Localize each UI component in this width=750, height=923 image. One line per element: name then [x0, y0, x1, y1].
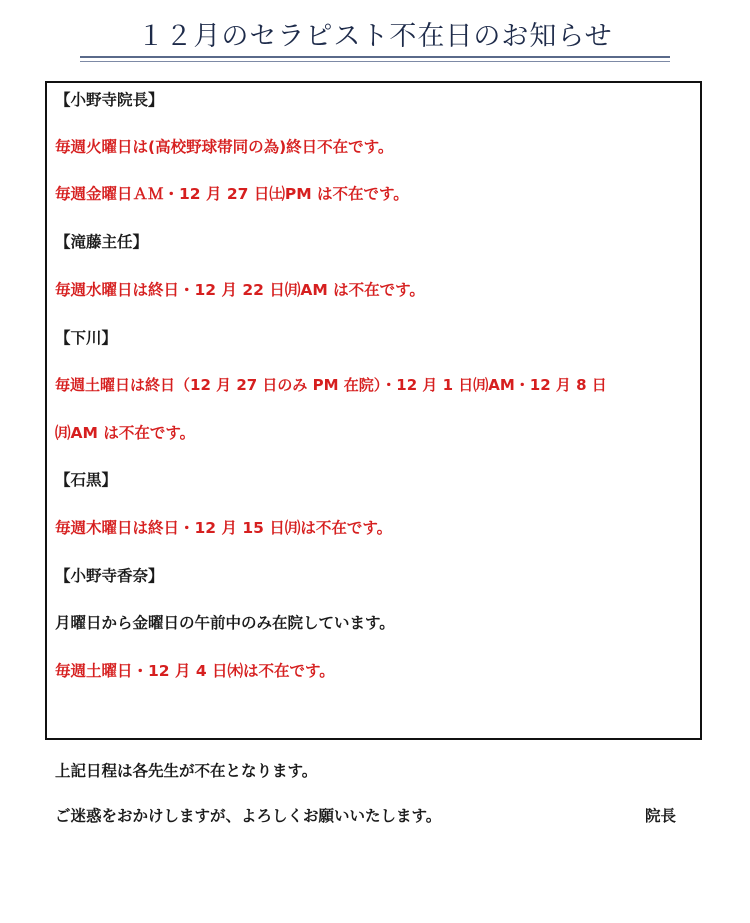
staff-name-takifuji: 【滝藤主任】 [55, 233, 149, 251]
page-title: １２月のセラピスト不在日のお知らせ [137, 21, 613, 52]
staff-name-onodera-kana: 【小野寺香奈】 [55, 567, 164, 585]
absence-note: 毎週水曜日は終日・12 月 22 日㈪AM は不在です。 [55, 281, 425, 299]
staff-name-shimokawa: 【下川】 [55, 329, 118, 347]
absence-note: 毎週木曜日は終日・12 月 15 日㈪は不在です。 [55, 519, 393, 537]
absence-note: ㈪AM は不在です。 [55, 424, 196, 442]
absence-note: 毎週土曜日は終日（12 月 27 日のみ PM 在院）・12 月 1 日㈪AM・12 月 8 日 [55, 376, 607, 394]
footer-apology: ご迷惑をおかけしますが、よろしくお願いいたします。 [55, 807, 442, 825]
signature: 院長 [645, 807, 677, 825]
notice-box [45, 81, 702, 740]
staff-name-onodera-head: 【小野寺院長】 [55, 91, 164, 109]
title-underline [80, 56, 670, 58]
footer-note: 上記日程は各先生が不在となります。 [55, 762, 318, 780]
absence-note: 毎週土曜日・12 月 4 日㈭は不在です。 [55, 662, 335, 680]
absence-note: 毎週金曜日ＡＭ・12 月 27 日㈯PM は不在です。 [55, 185, 409, 203]
staff-name-ishiguro: 【石黒】 [55, 471, 118, 489]
title-underline-secondary [80, 61, 670, 62]
absence-note: 毎週火曜日は(高校野球帯同の為)終日不在です。 [55, 138, 394, 156]
attendance-note: 月曜日から金曜日の午前中のみ在院しています。 [55, 614, 395, 632]
